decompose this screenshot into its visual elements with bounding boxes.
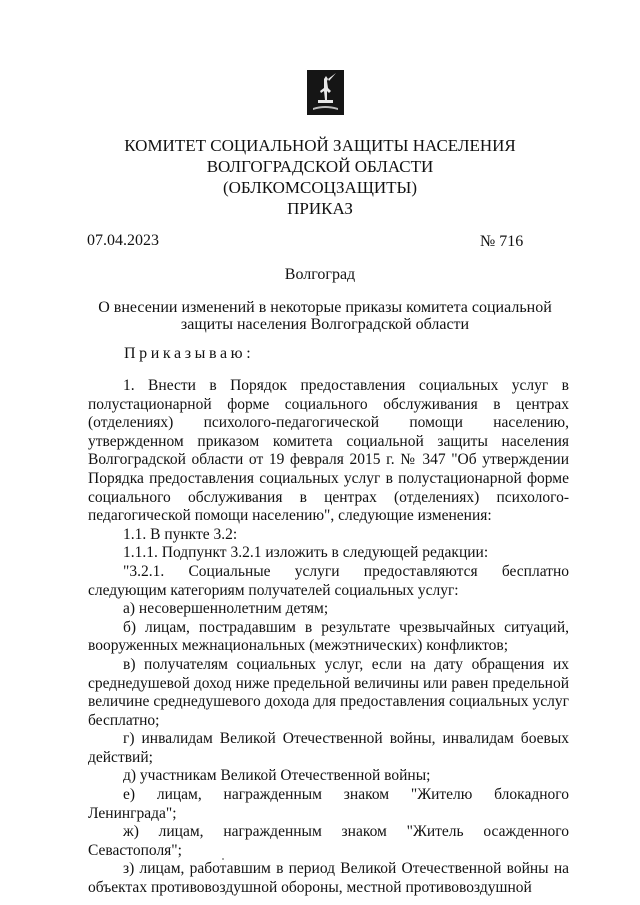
- org-line-2: ВОЛГОГРАДСКОЙ ОБЛАСТИ: [206, 157, 434, 176]
- list-item-d: д) участникам Великой Отечественной войны;: [123, 767, 431, 785]
- coat-of-arms-emblem: [307, 70, 344, 115]
- paragraph-1: 1. Внести в Порядок предоставления социальных услуг в полустационарной форме социального обслуживания в центрах (отделениях) психолого-педагогической помощи населению, утвержденном приказом комитета социальной защиты населения Волгоградской области от 19 февраля 2015 г. № 347 "Об утверждении Порядка предоставления социальных услуг в полустационарной форме социального обслуживания в центрах (отделениях) психолого-педагогической помощи населению", следующие изменения:: [88, 377, 569, 525]
- paragraph-3-2-1: "3.2.1. Социальные услуги предоставляются бесплатно следующим категориям получателей социальных услуг:: [88, 562, 569, 599]
- paragraph-1-1-1: 1.1.1. Подпункт 3.2.1 изложить в следующей редакции:: [123, 544, 489, 562]
- document-number: № 716: [480, 233, 524, 250]
- document-body: [88, 377, 569, 898]
- document-subject: О внесении изменений в некоторые приказы комитета социальной защиты населения Волгоградской области: [98, 299, 552, 333]
- org-line-3: (ОБЛКОМСОЦЗАЩИТЫ): [222, 178, 418, 197]
- list-item-zh: ж) лицам, награжденным знаком "Житель осажденного Севастополя";: [88, 823, 569, 859]
- list-item-a: а) несовершеннолетним детям;: [123, 600, 329, 618]
- organization-name: [0, 135, 640, 198]
- list-item-e: е) лицам, награжденным знаком "Жителю блокадного Ленинграда";: [88, 786, 569, 822]
- document-type: ПРИКАЗ: [287, 199, 353, 218]
- volgograd-coat-of-arms-icon: [307, 70, 344, 115]
- org-line-1: КОМИТЕТ СОЦИАЛЬНОЙ ЗАЩИТЫ НАСЕЛЕНИЯ: [124, 136, 516, 155]
- scan-speck: [222, 858, 224, 860]
- document-city: Волгоград: [284, 266, 356, 283]
- paragraph-1-1: 1.1. В пункте 3.2:: [123, 525, 238, 543]
- list-item-b: б) лицам, пострадавшим в результате чрезвычайных ситуаций, вооруженных межнациональных (межэтнических) конфликтов;: [88, 618, 569, 655]
- list-item-g: г) инвалидам Великой Отечественной войны, инвалидам боевых действий;: [88, 730, 569, 766]
- list-item-z: з) лицам, работавшим в период Великой Отечественной войны на объектах противовоздушной обороны, местной противовоздушной: [88, 860, 569, 897]
- document-date: 07.04.2023: [87, 232, 159, 249]
- order-keyword: Приказываю:: [124, 345, 255, 362]
- list-item-v: в) получателям социальных услуг, если на дату обращения их среднедушевой доход ниже предельной величины или равен предельной величине среднедушевого дохода для предоставления социальных услуг бесплатно;: [88, 655, 569, 729]
